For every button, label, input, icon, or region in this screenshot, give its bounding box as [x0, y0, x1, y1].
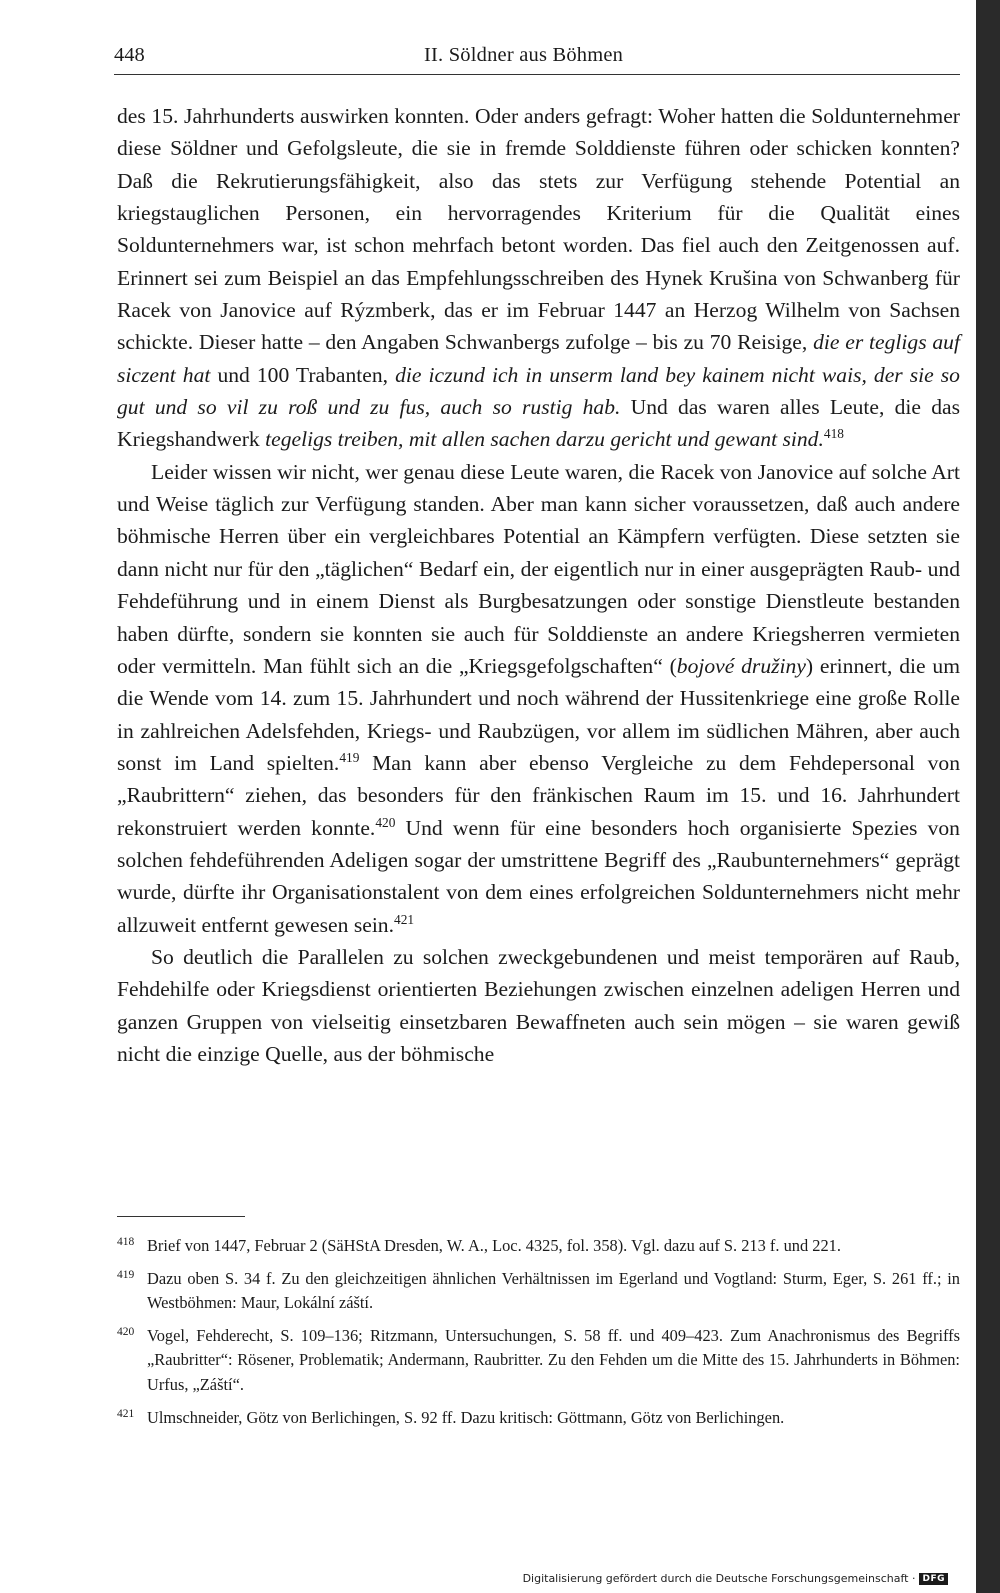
main-text — [117, 100, 960, 1070]
footnote-number: 418 — [117, 1236, 135, 1248]
text-run: Und wenn für eine besonders hoch organisierte Spezies von solchen fehdeführenden Adeligen sogar der umstrittene Begriff des „Raubunternehmers“ geprägt wurde, dürfte ihr Organisationstalent von dem eines erfolgreichen Soldunternehmers nicht mehr allzuweit entfernt gewesen sein. — [117, 815, 960, 937]
quotation-italic: bojové družiny — [676, 653, 806, 678]
footnote-number: 419 — [117, 1268, 135, 1281]
footnote-number: 421 — [117, 1407, 135, 1420]
footnote — [117, 1406, 960, 1431]
footnote — [117, 1267, 960, 1316]
footnote-ref: 421 — [394, 911, 415, 927]
paragraph — [117, 456, 960, 941]
footnote-text: Brief von 1447, Februar 2 (SäHStA Dresden, W. A., Loc. 4325, fol. 358). Vgl. dazu auf S. 213 f. und 221. — [147, 1236, 841, 1255]
text-run: und 100 Trabanten, — [210, 362, 396, 387]
page-number: 448 — [114, 44, 145, 66]
footnote-number: 420 — [117, 1325, 135, 1338]
footnote-ref: 419 — [339, 749, 360, 765]
running-header — [114, 44, 960, 75]
quotation-italic: die er tegligs auf siczent hat — [117, 330, 960, 387]
text-run: So deutlich die Parallelen zu solchen zweckgebundenen und meist temporären auf Raub, Fehdehilfe oder Kriegsdienst orientierten Beziehungen zwischen einzelnen adeligen Herren und ganzen Gruppen von vielseitig einsetzbaren Bewaffneten auch sein mögen – sie waren gewiß nicht die einzige Quelle, aus der böhmische — [117, 944, 960, 1066]
paragraph — [117, 100, 960, 456]
footnote-separator — [117, 1216, 245, 1217]
footnote-text: Dazu oben S. 34 f. Zu den gleichzeitigen ähnlichen Verhältnissen im Egerland und Vogtland: Sturm, Eger, S. 261 ff.; in Westböhmen: Maur, Lokální záští. — [147, 1268, 960, 1313]
text-run: ) erinnert, die um die Wende vom 14. zum 15. Jahrhundert und noch während der Hussitenkriege eine große Rolle in zahlreichen Adelsfehden, Kriegs- und Raubzügen, vor allem im südlichen Mähren, aber auch sonst im Land spielten. — [117, 653, 960, 775]
text-run: Und das waren alles Leute, die das Kriegshandwerk — [117, 395, 960, 452]
text-run: Leider wissen wir nicht, wer genau diese Leute waren, die Racek von Janovice auf solche Art und Weise täglich zur Verfügung standen. Aber man kann sicher voraussetzen, daß auch andere böhmische Herren über ein vergleichbares Potential an Kämpfern verfügten. Diese setzten sie dann nicht nur für den „täglichen“ Bedarf ein, der eigentlich nur in einer ausgeprägten Raub- und Fehdeführung und in einem Dienst als Burgbesatzungen oder sonstige Dienstleute bestanden haben dürfte, sondern sie konnten sie auch für Solddienste an andere Kriegsherren vermieten oder vermitteln. Man fühlt sich an die „Kriegsgefolgschaften“ ( — [117, 459, 960, 678]
running-title: II. Söldner aus Böhmen — [424, 44, 624, 66]
footnote-ref: 418 — [823, 426, 844, 442]
footnote — [117, 1324, 960, 1398]
digitization-credit — [523, 1572, 948, 1585]
scan-page-edge — [976, 0, 1000, 1593]
dfg-logo: DFG — [919, 1573, 948, 1585]
footnote — [117, 1234, 960, 1259]
footnotes — [117, 1234, 960, 1438]
footnote-text: Vogel, Fehderecht, S. 109–136; Ritzmann, Untersuchungen, S. 58 ff. und 409–423. Zum Anachronismus des Begriffs „Raubritter“: Rösener, Problematik; Andermann, Raubritter. Zu den Fehden um die Mitte des 15. Jahrhunderts in Böhmen: Urfus, „Záští“. — [147, 1325, 960, 1394]
credit-text: Digitalisierung gefördert durch die Deutsche Forschungsgemeinschaft · — [522, 1572, 916, 1585]
text-run: Man kann aber ebenso Vergleiche zu dem Fehdepersonal von „Raubrittern“ ziehen, das besonders für den fränkischen Raum im 15. und 16. Jahrhundert rekonstruiert werden konnte. — [117, 750, 960, 840]
quotation-italic: tegeligs treiben, mit allen sachen darzu gericht und gewant sind. — [265, 427, 824, 452]
footnote-text: Ulmschneider, Götz von Berlichingen, S. 92 ff. Dazu kritisch: Göttmann, Götz von Berlichingen. — [147, 1407, 785, 1427]
quotation-italic: die iczund ich in unserm land bey kainem nicht wais, der sie so gut und so vil zu roß und zu fus, auch so rustig hab. — [117, 362, 960, 420]
footnote-ref: 420 — [375, 814, 396, 830]
paragraph — [117, 941, 960, 1070]
text-run: des 15. Jahrhunderts auswirken konnten. Oder anders gefragt: Woher hatten die Soldunternehmer diese Söldner und Gefolgsleute, die sie in fremde Solddienste führen oder schicken konnten? Daß die Rekrutierungsfähigkeit, also das stets zur Verfügung stehende Potential an kriegstauglichen Personen, ein hervorragendes Kriterium für die Qualität eines Soldunternehmers war, ist schon mehrfach betont worden. Das fiel auch den Zeitgenossen auf. Erinnert sei zum Beispiel an das Empfehlungsschreiben des Hynek Krušina von Schwanberg für Racek von Janovice auf Rýzmberk, das er im Februar 1447 an Herzog Wilhelm von Sachsen schickte. Dieser hatte – den Angaben Schwanbergs zufolge – bis zu 70 Reisige, — [117, 104, 960, 355]
